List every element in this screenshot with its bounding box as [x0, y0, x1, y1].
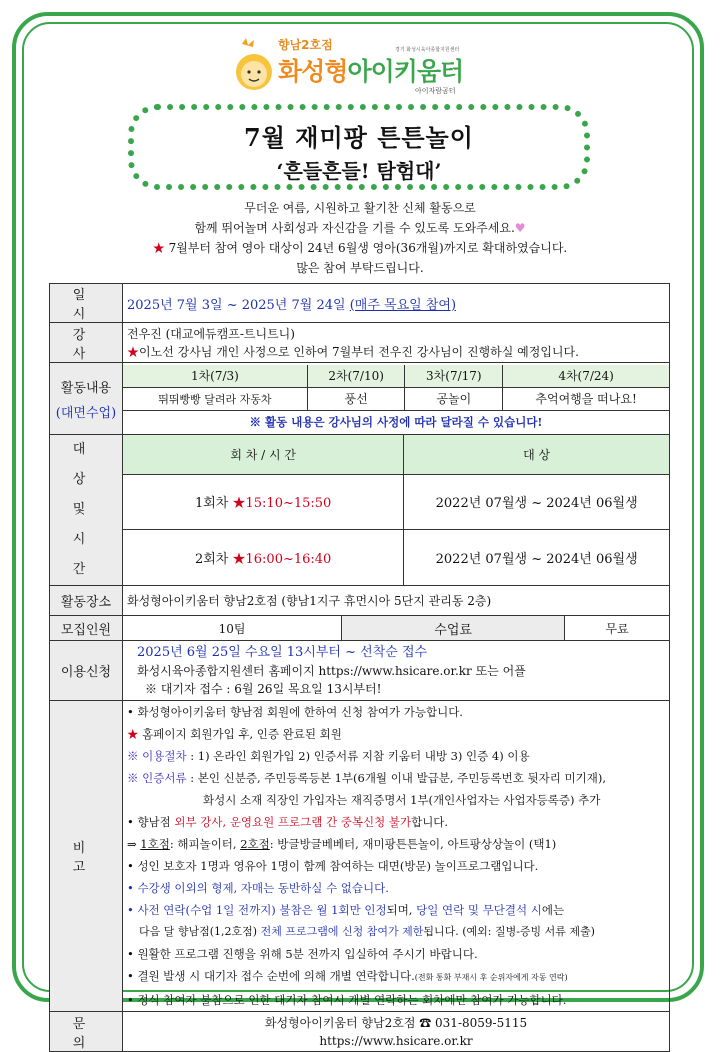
- remark-item: 화성시 소재 직장인 가입자는 재직증명서 1부(개인사업자는 사업자등록증) 추가: [203, 793, 601, 807]
- star-icon: ★: [127, 344, 140, 359]
- time-header: 회 차 / 시 간: [123, 435, 404, 475]
- instructor-label: 강 사: [50, 323, 123, 363]
- place-label: 활동장소: [50, 586, 123, 616]
- schedule-row: [50, 284, 670, 323]
- recruit-label: 모집인원: [50, 616, 123, 641]
- logo-subtext: 아이자람곰터: [415, 87, 456, 95]
- logo-partner: 경기 화성시육아종합지원센터: [395, 47, 460, 53]
- remark-item: ※ 인증서류 : 본인 신분증, 주민등록등본 1부(6개월 이내 발급분, 주민등록번호 뒷자리 미기재),: [127, 771, 606, 785]
- page-title: 7월 재미팡 튼튼놀이: [244, 123, 474, 152]
- remark-item: ⇒ 1호점: 해피놀이터, 2호점: 방글방글베베터, 재미팡튼튼놀이, 아트팡상상놀이 (택1): [127, 837, 557, 851]
- place-value: 화성형아이키움터 향남2호점 (향남1지구 휴먼시아 5단지 관리동 2층): [123, 586, 670, 616]
- remark-item: • 수강생 이외의 형제, 자매는 동반하실 수 없습니다.: [127, 881, 389, 895]
- contact-url[interactable]: https://www.hsicare.or.kr: [319, 1033, 473, 1048]
- instructor-note: ★이노선 강사님 개인 사정으로 인하여 7월부터 전우진 강사님이 진행하실 예정입니다.: [127, 344, 579, 359]
- remark-item: • 원활한 프로그램 진행을 위해 5분 전까지 입실하여 주시기 바랍니다.: [127, 947, 478, 961]
- target-label: 대 상 및 시 간: [50, 435, 123, 586]
- star-icon: ★: [232, 496, 246, 512]
- target-header-row: [50, 435, 670, 475]
- logo-branch: 향남2호점: [278, 38, 333, 52]
- star-icon: ★: [152, 241, 165, 255]
- session-content: 풍선: [307, 387, 405, 410]
- info-table: [49, 283, 670, 1052]
- remarks-row: [50, 701, 670, 1012]
- intro-line: ★ 7월부터 참여 영아 대상이 24년 6월생 영아(36개월)까지로 확대하였습니다.: [152, 241, 568, 255]
- apply-row: [50, 641, 670, 701]
- contact-phone: 화성형아이키움터 향남2호점 ☎ 031-8059-5115: [264, 1015, 528, 1030]
- recruit-row: [50, 616, 670, 641]
- activity-value: [123, 363, 670, 435]
- session-header: 1차(7/3): [123, 365, 307, 388]
- session-content: 뛰뛰빵빵 달려라 자동차: [123, 387, 307, 410]
- child-face-icon: [232, 36, 276, 96]
- round-time: 2회차 ★16:00~16:40: [123, 530, 404, 586]
- apply-period: 2025년 6월 25일 수요일 13시부터 ~ 선착순 접수: [137, 644, 428, 660]
- target-row: [50, 474, 670, 530]
- contact-label: 문 의: [50, 1012, 123, 1052]
- remark-item: • 향남점 외부 강사, 운영요원 프로그램 간 중복신청 불가합니다.: [127, 815, 449, 829]
- remark-item: • 사전 연락(수업 1일 전까지) 불참은 월 1회만 인정되며, 당일 연락 및 무단결석 시에는: [127, 903, 565, 917]
- remarks-label: 비 고: [50, 701, 123, 1012]
- remark-item: 다음 달 향남점(1,2호점) 전체 프로그램에 신청 참여가 제한됩니다. (예외: 질병-증빙 서류 제출): [139, 925, 595, 938]
- star-icon: ★: [127, 727, 139, 741]
- activity-row: [50, 363, 670, 435]
- logo-text: 화성형아이키움터: [278, 57, 464, 86]
- activity-label: 활동내용 (대면수업): [50, 363, 123, 435]
- remark-item: ※ 이용절차 : 1) 온라인 회원가입 2) 인증서류 지참 키움터 내방 3) 인증 4) 이용: [127, 749, 530, 763]
- remark-item: ★ 홈페이지 회원가입 후, 인증 완료된 회원: [127, 727, 342, 741]
- fee-label: 수업료: [342, 616, 565, 641]
- heart-icon: ♥: [514, 221, 526, 235]
- intro-text: [60, 198, 660, 278]
- remark-item: • 정식 참여자 불참으로 인한 대기자 참여시 개별 연락하는 회차에만 참여가 가능합니다.: [127, 993, 567, 1007]
- apply-waitlist: ※ 대기자 접수 : 6월 26일 목요일 13시부터!: [145, 681, 382, 696]
- star-icon: ★: [232, 552, 246, 568]
- activity-table: [123, 365, 669, 433]
- schedule-label: 일 시: [50, 284, 123, 323]
- session-content: 추억여행을 떠나요!: [503, 387, 669, 410]
- apply-label: 이용신청: [50, 641, 123, 701]
- session-content: 공놀이: [405, 387, 503, 410]
- remark-item: • 결원 발생 시 대기자 접수 순번에 의해 개별 연락합니다.(전화 통화 부재시 후 순위자에게 자동 연락): [127, 969, 568, 983]
- logo: [230, 34, 530, 100]
- intro-line: 함께 뛰어놀며 사회성과 자신감을 기를 수 있도록 도와주세요.♥: [194, 221, 526, 235]
- remark-item: • 성인 보호자 1명과 영유아 1명이 함께 참여하는 대면(방문) 놀이프로그램입니다.: [127, 859, 539, 873]
- intro-line: 무더운 여름, 시원하고 활기찬 신체 활동으로: [244, 201, 476, 215]
- target-row: [50, 530, 670, 586]
- fee-value: 무료: [565, 616, 670, 641]
- intro-line: 많은 참여 부탁드립니다.: [296, 261, 424, 275]
- instructor-value: [123, 323, 670, 363]
- title-box: [128, 104, 590, 190]
- recruit-value: 10팀: [123, 616, 342, 641]
- target-value: 2022년 07월생 ~ 2024년 06월생: [404, 474, 670, 530]
- target-header: 대 상: [404, 435, 670, 475]
- session-header: 2차(7/10): [307, 365, 405, 388]
- remarks-value: [123, 701, 670, 1012]
- target-value: 2022년 07월생 ~ 2024년 06월생: [404, 530, 670, 586]
- apply-site: 화성시육아종합지원센터 홈페이지 https://www.hsicare.or.kr 또는 어플: [137, 663, 526, 678]
- remark-item: • 화성형아이키움터 향남점 회원에 한하여 신청 참여가 가능합니다.: [127, 705, 463, 719]
- schedule-value: 2025년 7월 3일 ~ 2025년 7월 24일 (매주 목요일 참여): [123, 284, 670, 323]
- instructor-row: [50, 323, 670, 363]
- apply-value: [123, 641, 670, 701]
- page-subtitle: ‘흔들흔들! 탐험대’: [276, 159, 442, 183]
- round-time: 1회차 ★15:10~15:50: [123, 474, 404, 530]
- session-header: 4차(7/24): [503, 365, 669, 388]
- activity-note: ※ 활동 내용은 강사님의 사정에 따라 달라질 수 있습니다!: [249, 414, 543, 429]
- session-header: 3차(7/17): [405, 365, 503, 388]
- place-row: [50, 586, 670, 616]
- instructor-name: 전우진 (대교에듀캠프-트니트니): [127, 326, 295, 341]
